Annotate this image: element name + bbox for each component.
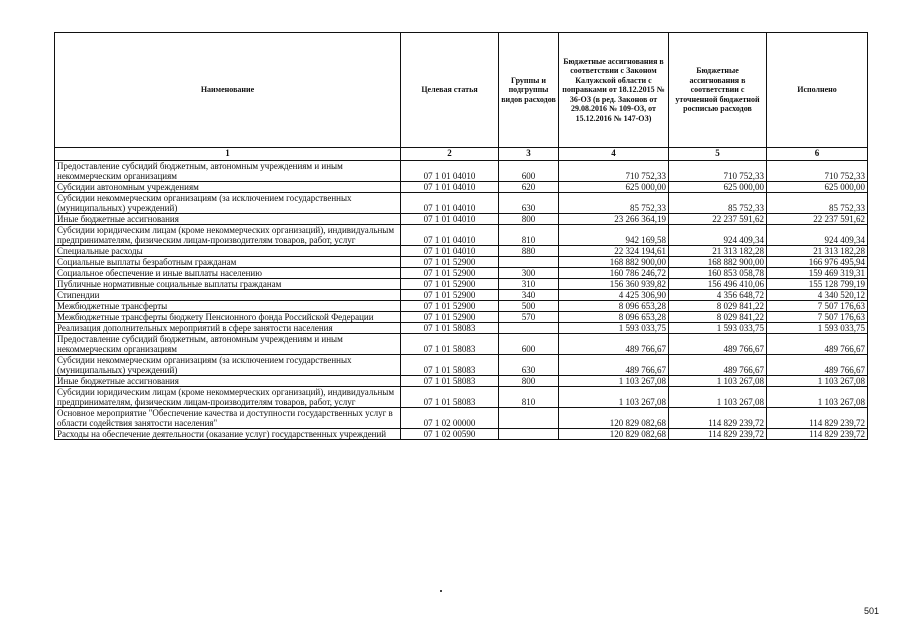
table-row [55,312,868,323]
row-law-allocation: 160 786 246,72 [559,268,669,279]
row-expense-group: 570 [499,312,559,323]
row-target-article: 07 1 01 04010 [401,214,499,225]
row-executed: 22 237 591,62 [767,214,868,225]
row-expense-group: 800 [499,376,559,387]
row-target-article: 07 1 01 04010 [401,225,499,246]
header-row [55,33,868,148]
row-expense-group: 600 [499,334,559,355]
row-refined-allocation: 8 029 841,22 [669,312,767,323]
row-target-article: 07 1 01 58083 [401,323,499,334]
row-refined-allocation: 1 593 033,75 [669,323,767,334]
row-law-allocation: 4 425 306,90 [559,290,669,301]
page-number: 501 [864,606,880,616]
row-law-allocation: 710 752,33 [559,161,669,182]
row-expense-group: 630 [499,355,559,376]
row-target-article: 07 1 01 04010 [401,161,499,182]
budget-table [54,32,868,440]
row-expense-group [499,429,559,440]
row-law-allocation: 1 103 267,08 [559,376,669,387]
row-law-allocation: 85 752,33 [559,193,669,214]
row-target-article: 07 1 01 52900 [401,312,499,323]
row-name: Иные бюджетные ассигнования [55,376,401,387]
row-refined-allocation: 22 237 591,62 [669,214,767,225]
row-refined-allocation: 21 313 182,28 [669,246,767,257]
header-target-article: Целевая статья [401,33,499,148]
row-target-article: 07 1 01 52900 [401,301,499,312]
row-target-article: 07 1 01 52900 [401,268,499,279]
row-target-article: 07 1 01 52900 [401,279,499,290]
row-target-article: 07 1 01 58083 [401,355,499,376]
table-body [55,161,868,440]
row-law-allocation: 489 766,67 [559,334,669,355]
row-executed: 114 829 239,72 [767,429,868,440]
row-executed: 159 469 319,31 [767,268,868,279]
row-target-article: 07 1 02 00000 [401,408,499,429]
row-name: Межбюджетные трансферты [55,301,401,312]
row-executed: 489 766,67 [767,355,868,376]
header-expense-groups: Группы и подгруппы видов расходов [499,33,559,148]
table-row [55,182,868,193]
row-law-allocation: 23 266 364,19 [559,214,669,225]
row-refined-allocation: 489 766,67 [669,334,767,355]
row-expense-group: 810 [499,225,559,246]
row-refined-allocation: 1 103 267,08 [669,387,767,408]
row-name: Основное мероприятие "Обеспечение качества и доступности государственных услуг в области содействия занятости населения" [55,408,401,429]
row-law-allocation: 8 096 653,28 [559,312,669,323]
row-name: Предоставление субсидий бюджетным, автономным учреждениям и иным некоммерческим организациям [55,334,401,355]
row-law-allocation: 120 829 082,68 [559,429,669,440]
row-law-allocation: 120 829 082,68 [559,408,669,429]
row-executed: 155 128 799,19 [767,279,868,290]
table-row [55,355,868,376]
row-law-allocation: 8 096 653,28 [559,301,669,312]
row-expense-group [499,257,559,268]
row-target-article: 07 1 01 52900 [401,257,499,268]
row-target-article: 07 1 01 04010 [401,193,499,214]
row-executed: 1 593 033,75 [767,323,868,334]
table-row [55,161,868,182]
row-executed: 4 340 520,12 [767,290,868,301]
row-refined-allocation: 924 409,34 [669,225,767,246]
row-refined-allocation: 8 029 841,22 [669,301,767,312]
table-row [55,268,868,279]
row-expense-group: 600 [499,161,559,182]
row-refined-allocation: 710 752,33 [669,161,767,182]
table-row [55,408,868,429]
row-refined-allocation: 160 853 058,78 [669,268,767,279]
row-executed: 924 409,34 [767,225,868,246]
row-target-article: 07 1 01 58083 [401,387,499,408]
row-refined-allocation: 114 829 239,72 [669,408,767,429]
row-law-allocation: 625 000,00 [559,182,669,193]
table-row [55,246,868,257]
row-executed: 7 507 176,63 [767,312,868,323]
table-row [55,193,868,214]
row-target-article: 07 1 01 52900 [401,290,499,301]
table-row [55,376,868,387]
row-refined-allocation: 114 829 239,72 [669,429,767,440]
column-number: 2 [401,148,499,161]
row-refined-allocation: 156 496 410,06 [669,279,767,290]
row-law-allocation: 168 882 900,00 [559,257,669,268]
row-target-article: 07 1 01 58083 [401,376,499,387]
row-expense-group: 620 [499,182,559,193]
row-target-article: 07 1 02 00590 [401,429,499,440]
table-row [55,257,868,268]
column-number: 5 [669,148,767,161]
row-expense-group: 310 [499,279,559,290]
table-row [55,334,868,355]
row-name: Иные бюджетные ассигнования [55,214,401,225]
row-expense-group: 810 [499,387,559,408]
row-expense-group [499,323,559,334]
header-name: Наименование [55,33,401,148]
row-expense-group [499,408,559,429]
row-refined-allocation: 489 766,67 [669,355,767,376]
row-executed: 21 313 182,28 [767,246,868,257]
row-law-allocation: 1 103 267,08 [559,387,669,408]
column-number: 4 [559,148,669,161]
row-law-allocation: 156 360 939,82 [559,279,669,290]
row-refined-allocation: 85 752,33 [669,193,767,214]
header-executed: Исполнено [767,33,868,148]
row-name: Реализация дополнительных мероприятий в сфере занятости населения [55,323,401,334]
row-executed: 1 103 267,08 [767,376,868,387]
row-executed: 166 976 495,94 [767,257,868,268]
row-expense-group: 300 [499,268,559,279]
row-refined-allocation: 1 103 267,08 [669,376,767,387]
row-executed: 85 752,33 [767,193,868,214]
table-row [55,429,868,440]
table-row [55,279,868,290]
row-name: Субсидии юридическим лицам (кроме некоммерческих организаций), индивидуальным предпринимателям, физическим лицам-производителям товаров, работ, услуг [55,225,401,246]
row-name: Стипендии [55,290,401,301]
column-number-row [55,148,868,161]
row-name: Расходы на обеспечение деятельности (оказание услуг) государственных учреждений [55,429,401,440]
row-name: Субсидии автономным учреждениям [55,182,401,193]
row-target-article: 07 1 01 04010 [401,246,499,257]
row-name: Специальные расходы [55,246,401,257]
row-executed: 489 766,67 [767,334,868,355]
row-expense-group: 500 [499,301,559,312]
row-law-allocation: 942 169,58 [559,225,669,246]
row-executed: 7 507 176,63 [767,301,868,312]
row-law-allocation: 489 766,67 [559,355,669,376]
header-law-allocations: Бюджетные ассигнования в соответствии с Законом Калужской области с поправками от 18.12.2015 № 36-ОЗ (в ред. Законов от 29.08.2016 № 109-ОЗ, от 15.12.2016 № 147-ОЗ) [559,33,669,148]
row-target-article: 07 1 01 04010 [401,182,499,193]
row-expense-group: 880 [499,246,559,257]
row-executed: 625 000,00 [767,182,868,193]
row-target-article: 07 1 01 58083 [401,334,499,355]
header-refined-allocations: Бюджетные ассигнования в соответствии с уточненной бюджетной росписью расходов [669,33,767,148]
column-number: 1 [55,148,401,161]
table-row [55,214,868,225]
row-expense-group: 800 [499,214,559,225]
row-executed: 1 103 267,08 [767,387,868,408]
row-executed: 710 752,33 [767,161,868,182]
row-name: Межбюджетные трансферты бюджету Пенсионного фонда Российской Федерации [55,312,401,323]
table-row [55,323,868,334]
table-row [55,290,868,301]
row-expense-group: 340 [499,290,559,301]
table-row [55,387,868,408]
table-row [55,225,868,246]
row-refined-allocation: 168 882 900,00 [669,257,767,268]
row-name: Социальное обеспечение и иные выплаты населению [55,268,401,279]
row-law-allocation: 1 593 033,75 [559,323,669,334]
row-expense-group: 630 [499,193,559,214]
table-row [55,301,868,312]
row-name: Субсидии юридическим лицам (кроме некоммерческих организаций), индивидуальным предпринимателям, физическим лицам-производителям товаров, работ, услуг [55,387,401,408]
row-executed: 114 829 239,72 [767,408,868,429]
row-name: Социальные выплаты безработным гражданам [55,257,401,268]
row-law-allocation: 22 324 194,61 [559,246,669,257]
row-name: Субсидии некоммерческим организациям (за исключением государственных (муниципальных) учреждений) [55,355,401,376]
row-name: Субсидии некоммерческим организациям (за исключением государственных (муниципальных) учреждений) [55,193,401,214]
row-name: Предоставление субсидий бюджетным, автономным учреждениям и иным некоммерческим организациям [55,161,401,182]
row-refined-allocation: 4 356 648,72 [669,290,767,301]
scan-speck [440,590,442,592]
row-refined-allocation: 625 000,00 [669,182,767,193]
row-name: Публичные нормативные социальные выплаты гражданам [55,279,401,290]
column-number: 3 [499,148,559,161]
column-number: 6 [767,148,868,161]
